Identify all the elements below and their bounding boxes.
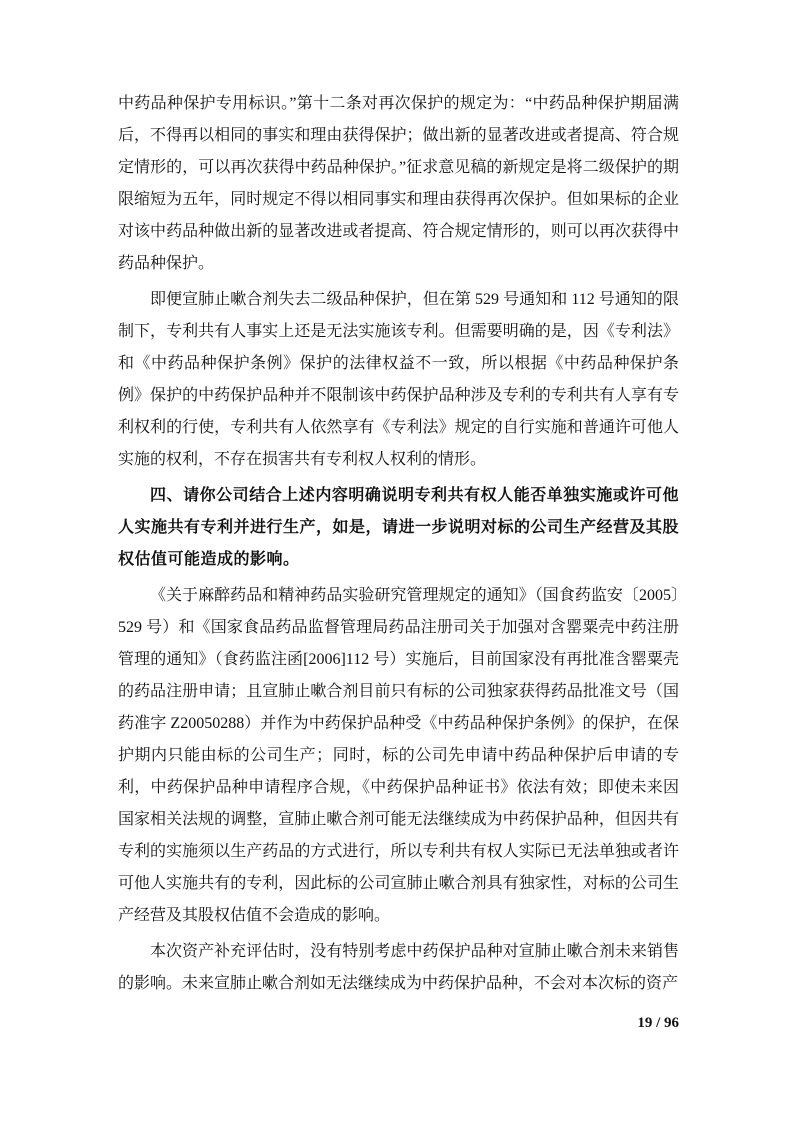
body-paragraph-3: 《关于麻醉药品和精神药品实验研究管理规定的通知》（国食药监安〔2005〕529 号）和《国家食品药品监督管理局药品注册司关于加强对含罂粟壳中药注册管理的通知》（食药监注函[2006]112 号）实施后，目前国家没有再批准含罂粟壳的药品注册申请；且宣肺止嗽合剂目前只有标的公司独家获得药品批准文号（国药准字 Z20050288）并作为中药保护品种受《中药品种保护条例》的保护，在保护期内只能由标的公司生产；同时，标的公司先申请中药品种保护后申请的专利，中药保护品种申请程序合规，《中药保护品种证书》依法有效；即使未来因国家相关法规的调整，宣肺止嗽合剂可能无法继续成为中药保护品种，但因共有专利的实施须以生产药品的方式进行，所以专利共有权人实际已无法单独或者许可他人实施共有的专利，因此标的公司宣肺止嗽合剂具有独家性，对标的公司生产经营及其股权估值不会造成的影响。 [118, 587, 679, 924]
section-heading: 四、请你公司结合上述内容明确说明专利共有权人能否单独实施或许可他人实施共有专利并进行生产，如是，请进一步说明对标的公司生产经营及其股权估值可能造成的影响。 [118, 487, 680, 568]
page-number: 19 / 96 [637, 1015, 679, 1031]
body-paragraph-1: 中药品种保护专用标识。”第十二条对再次保护的规定为：“中药品种保护期届满后，不得再以相同的事实和理由获得保护；做出新的显著改进或者提高、符合规定情形的，可以再次获得中药品种保护。”征求意见稿的新规定是将二级保护的期限缩短为五年，同时规定不得以相同事实和理由获得再次保护。但如果标的企业对该中药品种做出新的显著改进或者提高、符合规定情形的，则可以再次获得中药品种保护。 [118, 95, 679, 272]
body-paragraph-4: 本次资产补充评估时，没有特别考虑中药保护品种对宣肺止嗽合剂未来销售的影响。未来宣肺止嗽合剂如无法继续成为中药保护品种，不会对本次标的资产 [118, 943, 679, 992]
body-paragraph-2: 即便宣肺止嗽合剂失去二级品种保护，但在第 529 号通知和 112 号通知的限制下，专利共有人事实上还是无法实施该专利。但需要明确的是，因《专利法》和《中药品种保护条例》保护的法律权益不一致，所以根据《中药品种保护条例》保护的中药保护品种并不限制该中药保护品种涉及专利的专利共有人享有专利权利的行使，专利共有人依然享有《专利法》规定的自行实施和普通许可他人实施的权利，不存在损害共有专利权人权利的情形。 [118, 291, 679, 468]
